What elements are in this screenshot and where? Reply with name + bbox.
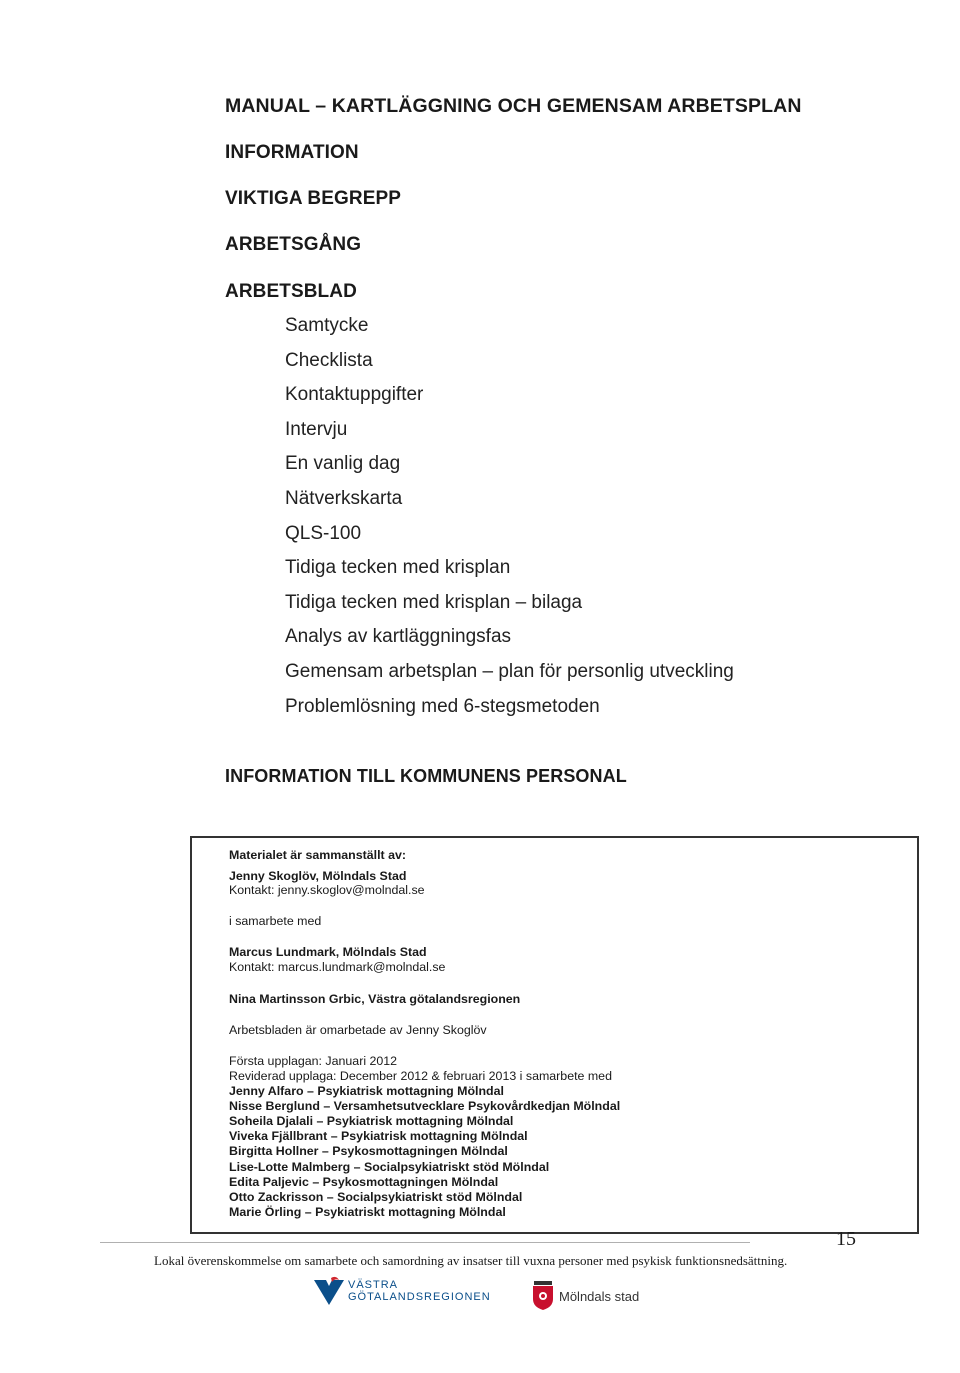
collab-text: i samarbete med	[229, 914, 322, 928]
logo-vg-line2: GÖTALANDSREGIONEN	[348, 1291, 491, 1303]
heading-information: INFORMATION	[225, 142, 359, 163]
author-2: Marcus Lundmark, Mölndals Stad	[229, 945, 427, 959]
list-item: En vanlig dag	[285, 453, 401, 475]
footer-divider	[100, 1242, 750, 1243]
revised-edition: Reviderad upplaga: December 2012 & februari 2013 i samarbete med	[229, 1069, 612, 1083]
list-item: Nätverkskarta	[285, 487, 403, 509]
list-item: Gemensam arbetsplan – plan för personlig utveckling	[285, 660, 734, 682]
page-number: 15	[836, 1228, 856, 1250]
contributor: Soheila Djalali – Psykiatrisk mottagning Mölndal	[229, 1114, 514, 1128]
logo-ms-text: Mölndals stad	[559, 1288, 640, 1304]
list-item: Analys av kartläggningsfas	[285, 626, 512, 648]
contributor: Nisse Berglund – Versamhetsutvecklare Psykovårdkedjan Mölndal	[229, 1099, 621, 1113]
list-item: Problemlösning med 6-stegsmetoden	[285, 695, 600, 717]
contributor: Jenny Alfaro – Psykiatrisk mottagning Mölndal	[229, 1084, 504, 1098]
arbetsblad-list	[285, 313, 734, 728]
compiled-by: Materialet är sammanställt av:	[229, 848, 406, 862]
heading-viktiga-begrepp: VIKTIGA BEGREPP	[225, 188, 402, 209]
contributor: Otto Zackrisson – Socialpsykiatriskt stöd Mölndal	[229, 1190, 523, 1204]
author-1-contact: Kontakt: jenny.skoglov@molndal.se	[229, 883, 425, 897]
vastra-gotalandsregionen-logo	[312, 1276, 491, 1306]
logo-vg-line1: VÄSTRA	[348, 1279, 399, 1291]
author-3: Nina Martinsson Grbic, Västra götalandsregionen	[229, 992, 521, 1006]
heading-arbetsgang: ARBETSGÅNG	[225, 234, 362, 255]
manual-title: MANUAL – KARTLÄGGNING OCH GEMENSAM ARBETSPLAN	[225, 95, 802, 117]
contributor: Edita Paljevic – Psykosmottagningen Mölndal	[229, 1175, 499, 1189]
contributor: Viveka Fjällbrant – Psykiatrisk mottagning Mölndal	[229, 1129, 528, 1143]
author-2-contact: Kontakt: marcus.lundmark@molndal.se	[229, 960, 446, 974]
heading-personal: INFORMATION TILL KOMMUNENS PERSONAL	[225, 766, 627, 786]
author-1: Jenny Skoglöv, Mölndals Stad	[229, 869, 407, 883]
first-edition: Första upplagan: Januari 2012	[229, 1054, 398, 1068]
credits-box	[190, 836, 919, 1234]
adapted-text: Arbetsbladen är omarbetade av Jenny Skoglöv	[229, 1023, 487, 1037]
list-item: Tidiga tecken med krisplan	[285, 557, 511, 579]
contributor: Lise-Lotte Malmberg – Socialpsykiatriskt stöd Mölndal	[229, 1160, 550, 1174]
footer-text: Lokal överenskommelse om samarbete och samordning av insatser till vuxna personer med psykisk funktionsnedsättning.	[154, 1253, 788, 1268]
list-item: QLS-100	[285, 522, 362, 544]
list-item: Intervju	[285, 418, 348, 440]
heading-arbetsblad: ARBETSBLAD	[225, 281, 357, 302]
molndals-stad-logo	[531, 1281, 639, 1311]
list-item: Samtycke	[285, 315, 369, 336]
list-item: Kontaktuppgifter	[285, 384, 424, 406]
molndal-shield-icon	[531, 1281, 555, 1311]
vgr-emblem-icon	[312, 1276, 346, 1306]
list-item: Tidiga tecken med krisplan – bilaga	[285, 591, 583, 613]
contributor: Marie Örling – Psykiatriskt mottagning Mölndal	[229, 1205, 506, 1219]
list-item: Checklista	[285, 349, 373, 371]
contributor: Birgitta Hollner – Psykosmottagningen Mölndal	[229, 1144, 508, 1158]
